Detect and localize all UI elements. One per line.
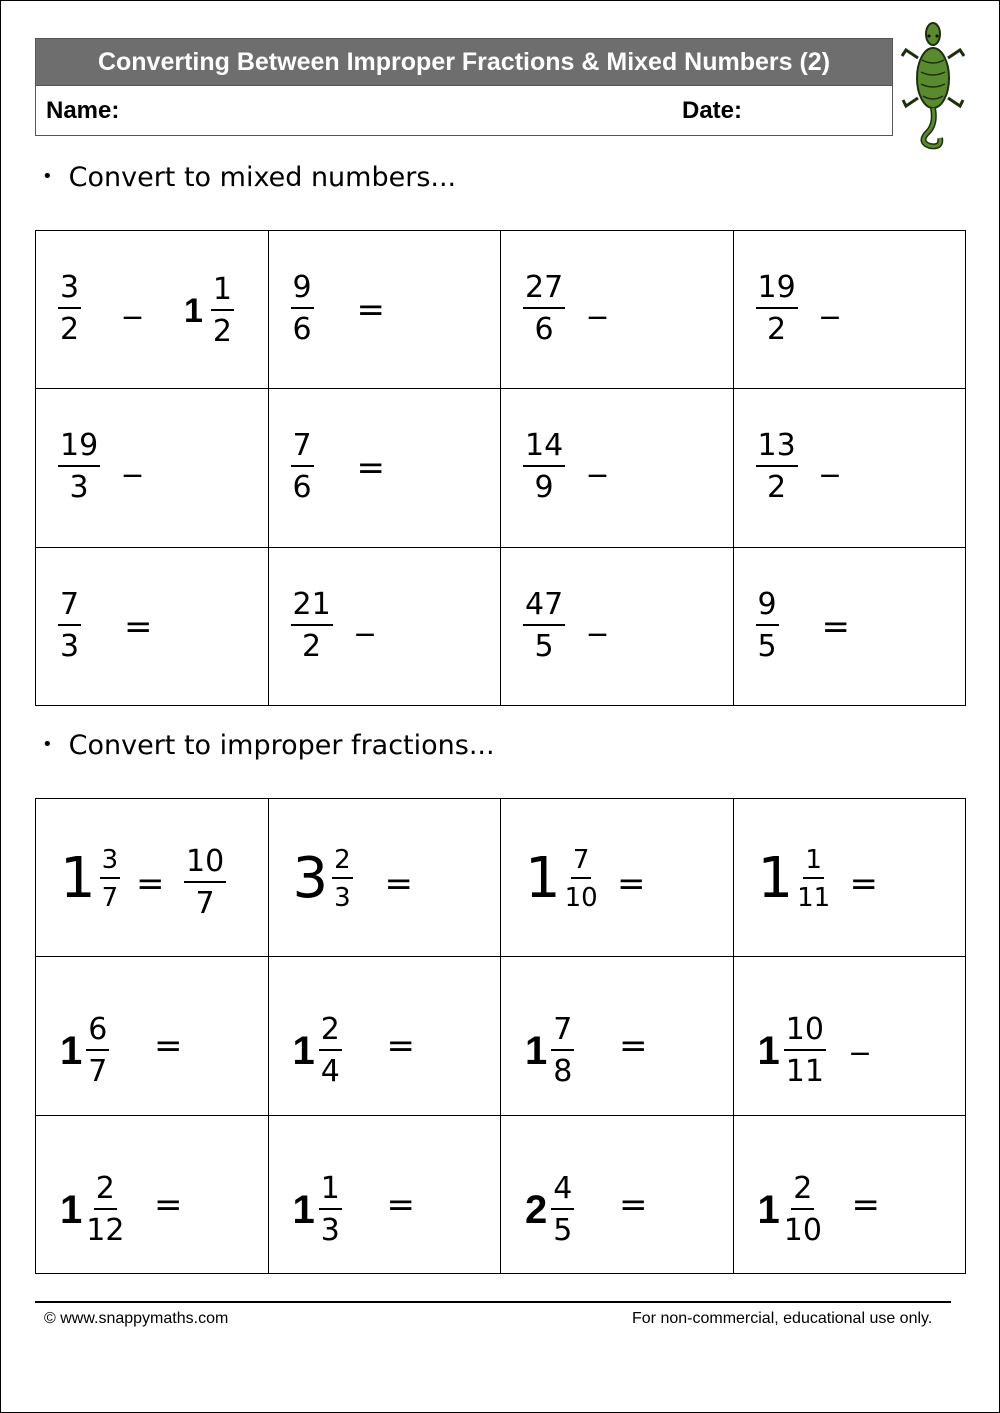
problem-cell — [501, 799, 734, 957]
mixed-number: 3 $\frac{2}{3}$ — [292, 845, 351, 913]
problem-cell — [501, 957, 734, 1115]
problem-cell — [36, 389, 269, 547]
mixed-number: 1 $\frac{7}{8}$ — [525, 1012, 573, 1090]
improper-fraction: $\frac{3}{2}$ — [60, 270, 80, 347]
mixed-numbers-grid — [35, 230, 966, 706]
answer-fraction: $\frac{10}{7}$ — [186, 844, 225, 921]
equals-sign: _ — [589, 438, 606, 479]
problem-cell — [501, 548, 734, 706]
equals-sign: = — [356, 290, 385, 330]
answer-mixed-number: 1 $\frac{1}{2}$ — [184, 272, 233, 349]
problem-cell — [269, 389, 502, 547]
date-label: Date: — [682, 97, 743, 124]
equals-sign: _ — [589, 596, 606, 637]
equals-sign: _ — [821, 438, 839, 479]
name-date-bar — [35, 86, 893, 136]
problem-cell — [36, 231, 269, 389]
equals-sign: = — [384, 864, 413, 904]
instruction-text: Convert to mixed numbers... — [68, 162, 457, 193]
footer-usage-note: For non-commercial, educational use only. — [632, 1310, 933, 1327]
problem-cell — [734, 957, 967, 1115]
problem-cell — [734, 1116, 967, 1274]
problem-cell — [269, 231, 502, 389]
equals-sign: _ — [851, 1016, 869, 1057]
equals-sign: _ — [356, 596, 374, 637]
name-label: Name: — [46, 97, 120, 124]
equals-sign: = — [821, 606, 850, 647]
mixed-number: 1 $\frac{1}{3}$ — [292, 1170, 340, 1248]
equals-sign: = — [154, 1184, 183, 1225]
improper-fraction: $\frac{21}{2}$ — [292, 586, 331, 664]
improper-fraction: $\frac{47}{5}$ — [525, 586, 564, 664]
equals-sign: = — [851, 1184, 880, 1225]
mixed-number: 1 $\frac{3}{7}$ — [60, 845, 119, 913]
mixed-number: 1 $\frac{7}{10}$ — [525, 845, 598, 913]
instruction-text: Convert to improper fractions... — [68, 730, 495, 761]
equals-sign: = — [617, 864, 646, 904]
mixed-number: 1 $\frac{6}{7}$ — [60, 1012, 108, 1090]
bullet-point: • — [42, 166, 53, 187]
footer-copyright: © www.snappymaths.com — [44, 1310, 229, 1327]
improper-fraction: $\frac{27}{6}$ — [525, 270, 564, 347]
problem-cell — [269, 799, 502, 957]
mixed-number: 1 $\frac{1}{11}$ — [757, 845, 831, 913]
improper-fraction: $\frac{7}{6}$ — [292, 428, 312, 506]
worksheet-title: Converting Between Improper Fractions & Mixed Numbers (2) — [35, 38, 893, 86]
improper-fraction: $\frac{9}{6}$ — [292, 270, 312, 347]
equals-sign: _ — [821, 280, 839, 320]
problem-cell — [269, 1116, 502, 1274]
improper-fraction: $\frac{7}{3}$ — [60, 586, 80, 664]
equals-sign: = — [386, 1026, 415, 1067]
equals-sign: = — [136, 864, 165, 904]
instruction-mixed — [42, 162, 456, 193]
problem-cell — [269, 548, 502, 706]
mixed-number: 2 $\frac{4}{5}$ — [525, 1170, 573, 1248]
improper-fractions-grid — [35, 798, 966, 1274]
improper-fraction: $\frac{13}{2}$ — [757, 428, 796, 506]
equals-sign: = — [154, 1026, 183, 1067]
problem-cell — [734, 389, 967, 547]
problem-cell — [36, 1116, 269, 1274]
improper-fraction: $\frac{14}{9}$ — [525, 428, 564, 506]
equals-sign: = — [124, 606, 153, 647]
problem-cell — [734, 548, 967, 706]
problem-cell — [36, 548, 269, 706]
mixed-number: 1 $\frac{10}{11}$ — [757, 1012, 824, 1090]
improper-fraction: $\frac{9}{5}$ — [757, 586, 777, 664]
instruction-improper — [42, 730, 495, 761]
equals-sign: _ — [124, 438, 141, 479]
problem-cell — [501, 231, 734, 389]
problem-cell — [36, 957, 269, 1115]
equals-sign: = — [386, 1184, 415, 1225]
problem-cell — [734, 799, 967, 957]
equals-sign: = — [356, 448, 385, 489]
problem-cell — [36, 799, 269, 957]
crocodile-mascot-icon — [900, 20, 966, 150]
equals-sign: = — [849, 864, 878, 904]
improper-fraction: $\frac{19}{3}$ — [60, 428, 99, 506]
equals-sign: = — [619, 1026, 648, 1067]
problem-cell — [501, 389, 734, 547]
improper-fraction: $\frac{19}{2}$ — [757, 270, 796, 347]
problem-cell — [269, 957, 502, 1115]
bullet-point: • — [42, 734, 53, 755]
mixed-number: 1 $\frac{2}{10}$ — [757, 1170, 822, 1248]
equals-sign: _ — [124, 280, 141, 320]
equals-sign: = — [619, 1184, 648, 1225]
mixed-number: 1 $\frac{2}{12}$ — [60, 1170, 125, 1248]
mixed-number: 1 $\frac{2}{4}$ — [292, 1012, 340, 1090]
problem-cell — [501, 1116, 734, 1274]
problem-cell — [734, 231, 967, 389]
footer-divider — [35, 1301, 951, 1303]
equals-sign: _ — [589, 280, 606, 320]
